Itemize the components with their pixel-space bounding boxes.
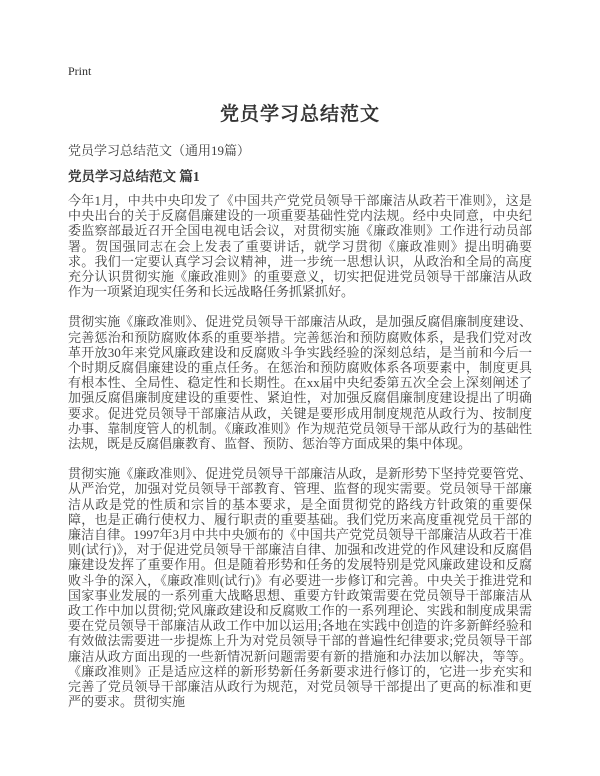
body-paragraph: 贯彻实施《廉政准则》、促进党员领导干部廉洁从政，是加强反腐倡廉制度建设、完善惩治和预防腐败体系的重要举措。完善惩治和预防腐败体系，是我们党对改革开放30年来党风廉政建设和反腐败斗争实践经验的深刻总结，是当前和今后一个时期反腐倡廉建设的重点任务。在惩治和预防腐败体系各项要素中，制度更具有根本性、全局性、稳定性和长期性。在xx届中央纪委第五次全会上深刻阐述了加强反腐倡廉制度建设的重要性、紧迫性，对加强反腐倡廉制度建设提出了明确要求。促进党员领导干部廉洁从政，关键是要形成用制度规范从政行为、按制度办事、靠制度管人的机制。《廉政准则》作为规范党员领导干部从政行为的基础性法规，既是反腐倡廉教育、监督、预防、惩治等方面成果的集中体现。 xyxy=(68,314,532,452)
body-paragraph: 贯彻实施《廉政准则》、促进党员领导干部廉洁从政，是新形势下坚持党要管党、从严治党，加强对党员领导干部教育、管理、监督的现实需要。党员领导干部廉洁从政是党的性质和宗旨的基本要求，是全面贯彻党的路线方针政策的重要保障，也是正确行使权力、履行职责的重要基础。我们党历来高度重视党员干部的廉洁自律。1997年3月中共中央颁布的《中国共产党党员领导干部廉洁从政若干准则(试行)》，对于促进党员领导干部廉洁自律、加强和改进党的作风建设和反腐倡廉建设发挥了重要作用。但是随着形势和任务的发展特别是党风廉政建设和反腐败斗争的深入，《廉政准则(试行)》有必要进一步修订和完善。中央关于推进党和国家事业发展的一系列重大战略思想、重要方针政策需要在党员领导干部廉洁从政工作中加以贯彻;党风廉政建设和反腐败工作的一系列理论、实践和制度成果需要在党员领导干部廉洁从政工作中加以运用;各地在实践中创造的许多新鲜经验和有效做法需要进一步提炼上升为对党员领导干部的普遍性纪律要求;党员领导干部廉洁从政方面出现的一些新情况新问题需要有新的措施和办法加以解决，等等。《廉政准则》正是适应这样的新形势新任务新要求进行修订的，它进一步充实和完善了党员领导干部廉洁从政行为规范，对党员领导干部提出了更高的标准和更严的要求。贯彻实施 xyxy=(68,466,532,710)
document-subtitle: 党员学习总结范文（通用19篇） xyxy=(68,143,251,158)
print-button[interactable]: Print xyxy=(68,64,92,78)
article-body xyxy=(68,193,532,710)
page-title: 党员学习总结范文 xyxy=(219,104,380,125)
body-paragraph: 今年1月，中共中央印发了《中国共产党党员领导干部廉洁从政若干准则》，这是中央出台的关于反腐倡廉建设的一项重要基础性党内法规。经中央同意，中央纪委监察部最近召开全国电视电话会议，对贯彻实施《廉政准则》工作进行动员部署。贺国强同志在会上发表了重要讲话，就学习贯彻《廉政准则》提出明确要求。我们一定要认真学习会议精神，进一步统一思想认识，从政治和全局的高度充分认识贯彻实施《廉政准则》的重要意义，切实把促进党员领导干部廉洁从政作为一项紧迫现实任务和长远战略任务抓紧抓好。 xyxy=(68,193,532,300)
section-heading-part1: 党员学习总结范文 篇1 xyxy=(68,169,200,184)
